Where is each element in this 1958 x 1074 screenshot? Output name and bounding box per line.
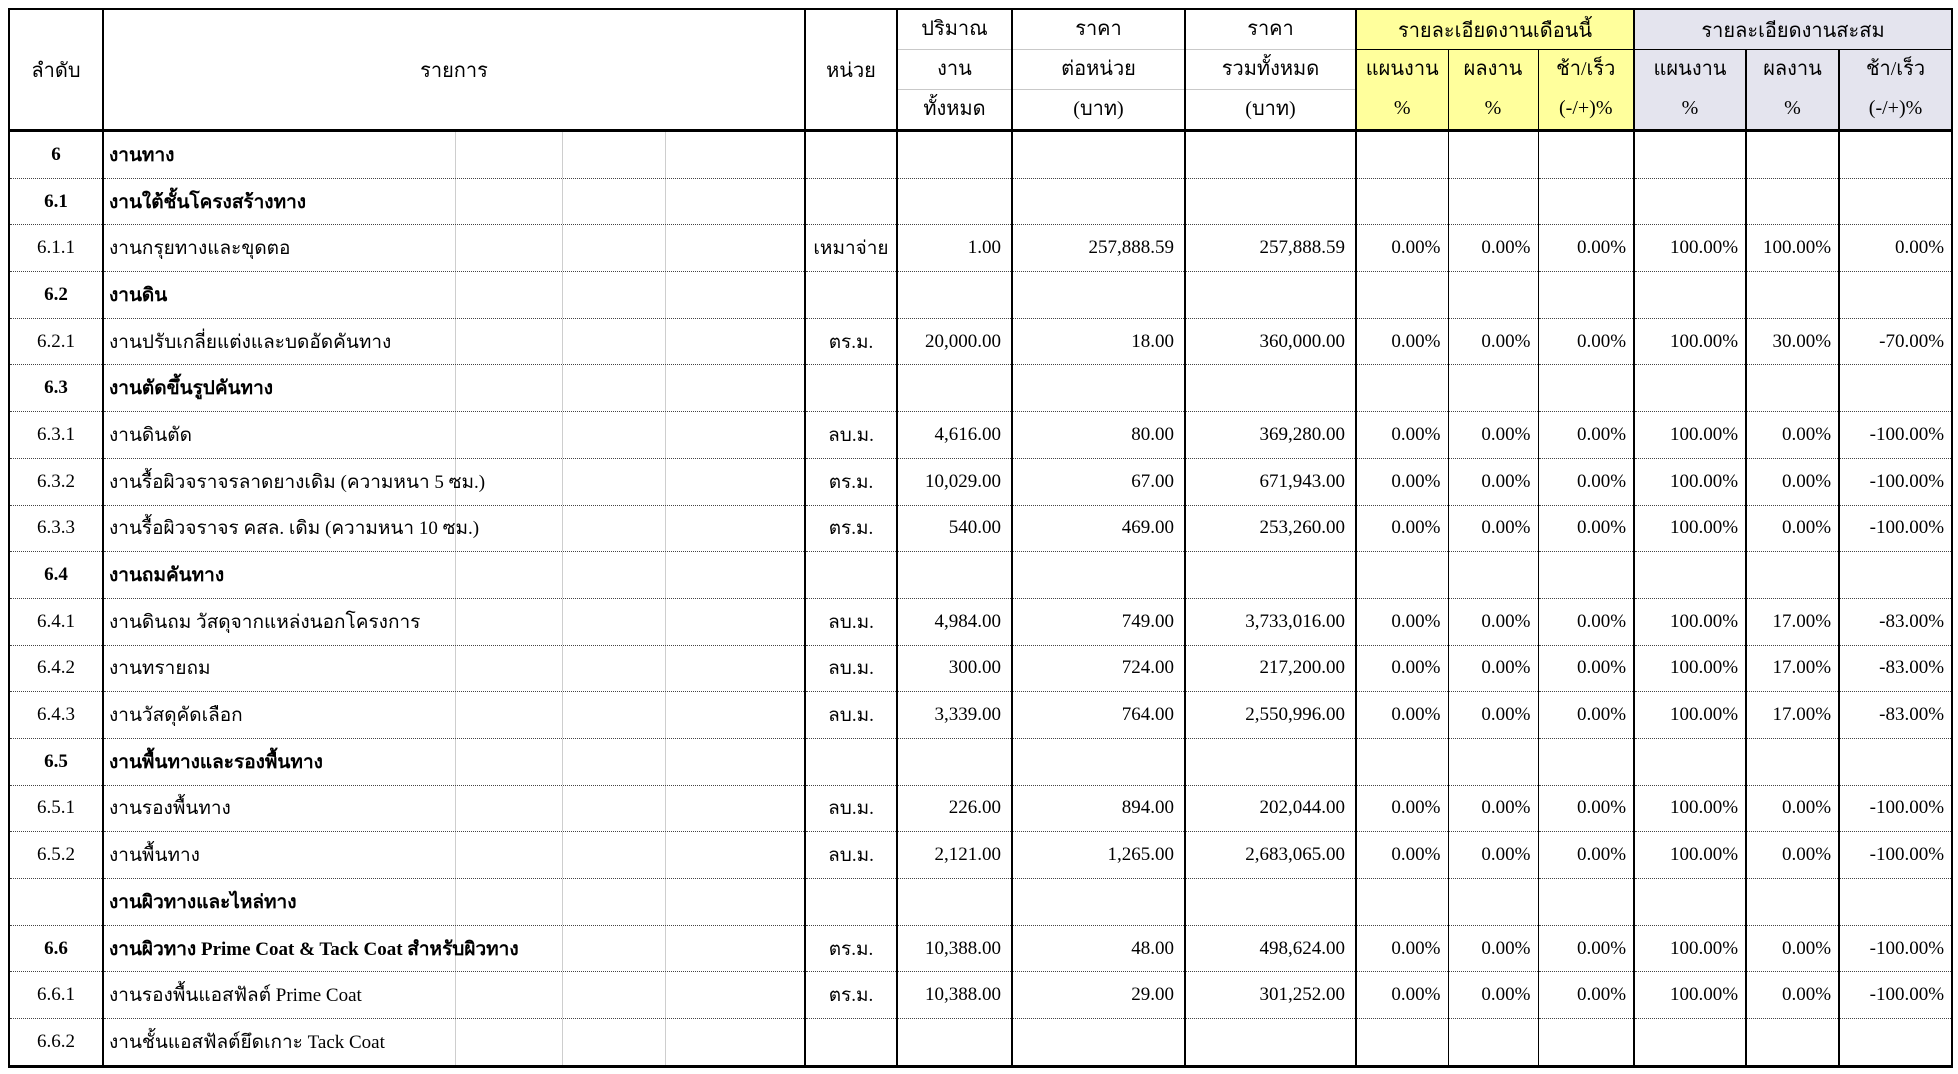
- cell-no: [9, 879, 103, 926]
- cell-cum-plan: [1634, 131, 1746, 179]
- cell-total-price: 301,252.00: [1185, 972, 1356, 1019]
- cell-total-price: 360,000.00: [1185, 318, 1356, 365]
- cell-unit-price: 724.00: [1012, 645, 1185, 692]
- cell-month-actual: 0.00%: [1448, 318, 1538, 365]
- cell-cum-diff: -100.00%: [1839, 832, 1952, 879]
- cell-item: งานตัดขึ้นรูปคันทาง: [103, 365, 805, 412]
- table-row: [9, 225, 1952, 272]
- cell-unit-price: 469.00: [1012, 505, 1185, 552]
- cell-no: 6.3: [9, 365, 103, 412]
- table-body: [9, 131, 1952, 1067]
- cell-no: 6.1.1: [9, 225, 103, 272]
- cell-cum-plan: 100.00%: [1634, 972, 1746, 1019]
- cell-unit: ลบ.ม.: [805, 832, 897, 879]
- cell-no: 6.4.2: [9, 645, 103, 692]
- cell-month-plan: 0.00%: [1356, 925, 1448, 972]
- cell-cum-actual: 17.00%: [1746, 692, 1839, 739]
- cell-month-plan: [1356, 178, 1448, 225]
- cell-cum-actual: 30.00%: [1746, 318, 1839, 365]
- cell-month-diff: 0.00%: [1538, 972, 1634, 1019]
- col-header-cum-diff: [1839, 50, 1952, 131]
- cell-month-plan: [1356, 552, 1448, 599]
- cell-cum-diff: 0.00%: [1839, 225, 1952, 272]
- cell-item: งานรื้อผิวจราจร คสล. เดิม (ความหนา 10 ซม.): [103, 505, 805, 552]
- cell-unit: ตร.ม.: [805, 972, 897, 1019]
- cell-month-plan: [1356, 272, 1448, 319]
- cell-month-diff: 0.00%: [1538, 645, 1634, 692]
- cell-unit: [805, 738, 897, 785]
- cell-no: 6.5.1: [9, 785, 103, 832]
- cell-month-actual: 0.00%: [1448, 412, 1538, 459]
- cell-unit: [805, 272, 897, 319]
- cell-no: 6.5: [9, 738, 103, 785]
- cell-month-plan: 0.00%: [1356, 505, 1448, 552]
- cell-quantity: [897, 365, 1012, 412]
- cell-unit-price: [1012, 738, 1185, 785]
- cell-unit: [805, 552, 897, 599]
- cell-unit-price: 257,888.59: [1012, 225, 1185, 272]
- cell-unit-price: 764.00: [1012, 692, 1185, 739]
- cell-month-diff: 0.00%: [1538, 505, 1634, 552]
- col-header-month-plan: [1356, 50, 1448, 131]
- cell-no: 6: [9, 131, 103, 179]
- cell-total-price: 257,888.59: [1185, 225, 1356, 272]
- cell-unit-price: [1012, 272, 1185, 319]
- header-line: ต่อหน่วย: [1013, 50, 1184, 90]
- cell-quantity: 20,000.00: [897, 318, 1012, 365]
- cell-month-diff: [1538, 131, 1634, 179]
- cell-month-actual: 0.00%: [1448, 832, 1538, 879]
- cell-month-diff: 0.00%: [1538, 598, 1634, 645]
- cell-item: งานทรายถม: [103, 645, 805, 692]
- cell-unit-price: [1012, 552, 1185, 599]
- cell-item: งานดินถม วัสดุจากแหล่งนอกโครงการ: [103, 598, 805, 645]
- col-header-total-price: [1185, 9, 1356, 131]
- cell-cum-diff: [1839, 131, 1952, 179]
- cell-cum-actual: 0.00%: [1746, 505, 1839, 552]
- cell-cum-diff: -100.00%: [1839, 505, 1952, 552]
- col-header-unit: หน่วย: [805, 9, 897, 131]
- table-row: [9, 552, 1952, 599]
- table-row: [9, 692, 1952, 739]
- cell-cum-diff: -100.00%: [1839, 785, 1952, 832]
- table-row: [9, 832, 1952, 879]
- cell-month-plan: 0.00%: [1356, 785, 1448, 832]
- cell-no: 6.4.3: [9, 692, 103, 739]
- cell-unit: ลบ.ม.: [805, 785, 897, 832]
- cell-total-price: [1185, 131, 1356, 179]
- header-line: %: [1393, 97, 1411, 120]
- cell-month-actual: [1448, 552, 1538, 599]
- cell-month-actual: 0.00%: [1448, 645, 1538, 692]
- cell-quantity: [897, 272, 1012, 319]
- header-line: รวมทั้งหมด: [1186, 50, 1355, 90]
- cell-month-diff: 0.00%: [1538, 458, 1634, 505]
- cell-cum-actual: 0.00%: [1746, 925, 1839, 972]
- cell-item: งานพื้นทางและรองพื้นทาง: [103, 738, 805, 785]
- header-line: ช้า/เร็ว: [1865, 58, 1926, 81]
- cell-month-actual: 0.00%: [1448, 458, 1538, 505]
- cell-cum-diff: [1839, 879, 1952, 926]
- table-row: [9, 365, 1952, 412]
- cell-month-actual: [1448, 131, 1538, 179]
- header-line: ผลงาน: [1763, 58, 1822, 81]
- header-line: ราคา: [1186, 10, 1355, 50]
- cell-total-price: 2,683,065.00: [1185, 832, 1356, 879]
- cell-month-plan: [1356, 1019, 1448, 1067]
- cell-no: 6.1: [9, 178, 103, 225]
- cell-unit: ตร.ม.: [805, 458, 897, 505]
- table-row: [9, 272, 1952, 319]
- header-line: ราคา: [1013, 10, 1184, 50]
- col-header-cum-actual: [1746, 50, 1839, 131]
- cell-cum-actual: [1746, 365, 1839, 412]
- cell-unit-price: [1012, 178, 1185, 225]
- table-row: [9, 178, 1952, 225]
- cell-total-price: 3,733,016.00: [1185, 598, 1356, 645]
- cell-month-actual: 0.00%: [1448, 785, 1538, 832]
- header-line: (บาท): [1245, 98, 1296, 120]
- cell-total-price: [1185, 879, 1356, 926]
- month-group-header: รายละเอียดงานเดือนนี้: [1356, 9, 1634, 50]
- cell-total-price: 202,044.00: [1185, 785, 1356, 832]
- cell-month-actual: [1448, 879, 1538, 926]
- header-line: ปริมาณ: [898, 10, 1011, 50]
- cell-cum-plan: [1634, 272, 1746, 319]
- cell-item: งานวัสดุคัดเลือก: [103, 692, 805, 739]
- cell-month-diff: 0.00%: [1538, 925, 1634, 972]
- cell-cum-actual: 100.00%: [1746, 225, 1839, 272]
- cell-cum-plan: 100.00%: [1634, 505, 1746, 552]
- cell-cum-diff: [1839, 178, 1952, 225]
- col-header-month-actual: [1448, 50, 1538, 131]
- cell-cum-actual: [1746, 552, 1839, 599]
- col-header-cum-plan: [1634, 50, 1746, 131]
- cell-total-price: [1185, 738, 1356, 785]
- cell-unit-price: 67.00: [1012, 458, 1185, 505]
- cell-cum-actual: [1746, 131, 1839, 179]
- cell-no: 6.4.1: [9, 598, 103, 645]
- cell-cum-diff: -100.00%: [1839, 925, 1952, 972]
- cell-unit-price: 48.00: [1012, 925, 1185, 972]
- cell-cum-plan: [1634, 879, 1746, 926]
- cell-cum-actual: 0.00%: [1746, 458, 1839, 505]
- cell-total-price: 671,943.00: [1185, 458, 1356, 505]
- cell-item: งานรื้อผิวจราจรลาดยางเดิม (ความหนา 5 ซม.): [103, 458, 805, 505]
- cell-cum-plan: 100.00%: [1634, 225, 1746, 272]
- col-header-quantity: [897, 9, 1012, 131]
- cell-cum-actual: [1746, 738, 1839, 785]
- cell-month-plan: 0.00%: [1356, 598, 1448, 645]
- cell-month-plan: [1356, 879, 1448, 926]
- cell-no: 6.3.1: [9, 412, 103, 459]
- cell-cum-plan: 100.00%: [1634, 692, 1746, 739]
- cell-unit: [805, 1019, 897, 1067]
- cell-unit-price: 80.00: [1012, 412, 1185, 459]
- cell-item: งานดินตัด: [103, 412, 805, 459]
- cell-cum-plan: 100.00%: [1634, 832, 1746, 879]
- cell-cum-plan: 100.00%: [1634, 645, 1746, 692]
- cell-cum-plan: 100.00%: [1634, 318, 1746, 365]
- cell-quantity: 4,984.00: [897, 598, 1012, 645]
- cell-unit: ตร.ม.: [805, 318, 897, 365]
- cell-cum-diff: [1839, 1019, 1952, 1067]
- cell-no: 6.6.1: [9, 972, 103, 1019]
- cell-month-actual: 0.00%: [1448, 225, 1538, 272]
- cell-unit: ลบ.ม.: [805, 412, 897, 459]
- header-row-1: [9, 9, 1952, 50]
- cell-cum-actual: 0.00%: [1746, 972, 1839, 1019]
- cell-cum-actual: 17.00%: [1746, 645, 1839, 692]
- cell-total-price: [1185, 272, 1356, 319]
- col-header-month-diff: [1538, 50, 1634, 131]
- cell-month-plan: [1356, 131, 1448, 179]
- cell-item: งานพื้นทาง: [103, 832, 805, 879]
- cell-quantity: 300.00: [897, 645, 1012, 692]
- cell-item: งานถมคันทาง: [103, 552, 805, 599]
- cell-month-plan: 0.00%: [1356, 645, 1448, 692]
- cell-cum-plan: [1634, 552, 1746, 599]
- header-line: (บาท): [1073, 98, 1124, 120]
- cell-cum-plan: [1634, 738, 1746, 785]
- cell-month-diff: 0.00%: [1538, 225, 1634, 272]
- header-line: ช้า/เร็ว: [1556, 58, 1616, 81]
- cell-cum-diff: -83.00%: [1839, 645, 1952, 692]
- cell-unit: เหมาจ่าย: [805, 225, 897, 272]
- cell-item: งานปรับเกลี่ยแต่งและบดอัดคันทาง: [103, 318, 805, 365]
- cell-cum-diff: -83.00%: [1839, 692, 1952, 739]
- cell-no: 6.3.2: [9, 458, 103, 505]
- cell-total-price: [1185, 1019, 1356, 1067]
- cell-total-price: 2,550,996.00: [1185, 692, 1356, 739]
- cell-month-plan: 0.00%: [1356, 458, 1448, 505]
- cell-cum-plan: 100.00%: [1634, 458, 1746, 505]
- cell-cum-plan: [1634, 178, 1746, 225]
- cell-cum-diff: -70.00%: [1839, 318, 1952, 365]
- cell-quantity: [897, 738, 1012, 785]
- header-line: %: [1784, 97, 1801, 120]
- cell-month-plan: 0.00%: [1356, 318, 1448, 365]
- cell-month-actual: 0.00%: [1448, 598, 1538, 645]
- header-line: %: [1681, 97, 1699, 120]
- cell-cum-plan: 100.00%: [1634, 598, 1746, 645]
- header-line: %: [1484, 97, 1502, 120]
- cell-unit: ลบ.ม.: [805, 645, 897, 692]
- cell-cum-actual: 0.00%: [1746, 832, 1839, 879]
- cell-unit: [805, 131, 897, 179]
- header-line: ทั้งหมด: [923, 98, 986, 120]
- cell-unit: ตร.ม.: [805, 505, 897, 552]
- header-line: (-/+)%: [1868, 97, 1923, 120]
- cell-month-diff: 0.00%: [1538, 318, 1634, 365]
- cell-item: งานทาง: [103, 131, 805, 179]
- table-row: [9, 458, 1952, 505]
- cell-cum-actual: [1746, 1019, 1839, 1067]
- cell-total-price: [1185, 552, 1356, 599]
- cell-month-actual: [1448, 1019, 1538, 1067]
- table-row: [9, 598, 1952, 645]
- cell-cum-diff: [1839, 552, 1952, 599]
- header-line: แผนงาน: [1365, 58, 1439, 81]
- cell-cum-diff: [1839, 365, 1952, 412]
- cell-cum-diff: [1839, 272, 1952, 319]
- cell-month-plan: 0.00%: [1356, 225, 1448, 272]
- table-row: [9, 925, 1952, 972]
- cell-cum-diff: -83.00%: [1839, 598, 1952, 645]
- cell-unit: [805, 178, 897, 225]
- table-row: [9, 879, 1952, 926]
- cell-cum-plan: [1634, 1019, 1746, 1067]
- cell-cum-actual: [1746, 272, 1839, 319]
- cell-quantity: 1.00: [897, 225, 1012, 272]
- cell-item: งานใต้ชั้นโครงสร้างทาง: [103, 178, 805, 225]
- table-row: [9, 972, 1952, 1019]
- cell-month-plan: 0.00%: [1356, 832, 1448, 879]
- table-row: [9, 645, 1952, 692]
- cell-quantity: [897, 178, 1012, 225]
- cell-total-price: 369,280.00: [1185, 412, 1356, 459]
- cell-quantity: 10,029.00: [897, 458, 1012, 505]
- cell-unit: ลบ.ม.: [805, 692, 897, 739]
- cell-month-diff: 0.00%: [1538, 412, 1634, 459]
- cell-no: 6.2.1: [9, 318, 103, 365]
- cell-no: 6.6: [9, 925, 103, 972]
- cell-month-plan: 0.00%: [1356, 692, 1448, 739]
- cell-no: 6.5.2: [9, 832, 103, 879]
- cell-unit-price: [1012, 365, 1185, 412]
- cell-unit-price: 29.00: [1012, 972, 1185, 1019]
- cell-item: งานดิน: [103, 272, 805, 319]
- cell-quantity: [897, 1019, 1012, 1067]
- col-header-item: รายการ: [103, 9, 805, 131]
- cell-quantity: 4,616.00: [897, 412, 1012, 459]
- cell-quantity: 3,339.00: [897, 692, 1012, 739]
- cell-cum-diff: -100.00%: [1839, 412, 1952, 459]
- cell-unit-price: 18.00: [1012, 318, 1185, 365]
- cell-total-price: 217,200.00: [1185, 645, 1356, 692]
- cell-unit: ลบ.ม.: [805, 598, 897, 645]
- cell-unit: ตร.ม.: [805, 925, 897, 972]
- cell-unit-price: [1012, 131, 1185, 179]
- cell-no: 6.6.2: [9, 1019, 103, 1067]
- table-header: [9, 9, 1952, 131]
- cell-total-price: 498,624.00: [1185, 925, 1356, 972]
- cell-cum-diff: -100.00%: [1839, 972, 1952, 1019]
- cell-month-actual: [1448, 365, 1538, 412]
- cell-item: งานผิวทางและไหล่ทาง: [103, 879, 805, 926]
- cell-item: งานรองพื้นแอสฟัลต์ Prime Coat: [103, 972, 805, 1019]
- cell-month-diff: 0.00%: [1538, 785, 1634, 832]
- cell-unit-price: 1,265.00: [1012, 832, 1185, 879]
- cell-cum-plan: 100.00%: [1634, 925, 1746, 972]
- col-header-unit-price: [1012, 9, 1185, 131]
- cell-month-diff: [1538, 879, 1634, 926]
- cell-unit-price: 749.00: [1012, 598, 1185, 645]
- cell-quantity: [897, 552, 1012, 599]
- cell-cum-plan: 100.00%: [1634, 412, 1746, 459]
- cell-month-actual: [1448, 178, 1538, 225]
- table-row: [9, 412, 1952, 459]
- cell-total-price: 253,260.00: [1185, 505, 1356, 552]
- table-row: [9, 505, 1952, 552]
- cell-item: งานกรุยทางและขุดตอ: [103, 225, 805, 272]
- cell-month-diff: [1538, 272, 1634, 319]
- cell-quantity: 10,388.00: [897, 925, 1012, 972]
- cell-cum-actual: 17.00%: [1746, 598, 1839, 645]
- cell-month-diff: [1538, 1019, 1634, 1067]
- cell-unit-price: [1012, 1019, 1185, 1067]
- header-line: แผนงาน: [1653, 58, 1727, 81]
- table-row: [9, 318, 1952, 365]
- cell-item: งานรองพื้นทาง: [103, 785, 805, 832]
- cell-month-actual: [1448, 738, 1538, 785]
- header-line: ผลงาน: [1463, 58, 1523, 81]
- cell-quantity: 2,121.00: [897, 832, 1012, 879]
- work-progress-table: [8, 8, 1953, 1068]
- cell-no: 6.2: [9, 272, 103, 319]
- cell-quantity: [897, 131, 1012, 179]
- cell-month-plan: 0.00%: [1356, 972, 1448, 1019]
- cell-quantity: 10,388.00: [897, 972, 1012, 1019]
- table-row: [9, 785, 1952, 832]
- cell-unit-price: [1012, 879, 1185, 926]
- cell-month-diff: [1538, 738, 1634, 785]
- cell-month-actual: 0.00%: [1448, 972, 1538, 1019]
- table-row: [9, 738, 1952, 785]
- cell-total-price: [1185, 178, 1356, 225]
- cell-unit: [805, 365, 897, 412]
- cell-quantity: 226.00: [897, 785, 1012, 832]
- cell-month-actual: 0.00%: [1448, 505, 1538, 552]
- cell-cum-actual: 0.00%: [1746, 785, 1839, 832]
- header-line: (-/+)%: [1559, 97, 1613, 120]
- cell-cum-diff: -100.00%: [1839, 458, 1952, 505]
- cell-cum-plan: 100.00%: [1634, 785, 1746, 832]
- cell-cum-plan: [1634, 365, 1746, 412]
- cell-quantity: 540.00: [897, 505, 1012, 552]
- cell-month-diff: 0.00%: [1538, 692, 1634, 739]
- cell-no: 6.3.3: [9, 505, 103, 552]
- cell-month-diff: [1538, 178, 1634, 225]
- cell-month-plan: 0.00%: [1356, 412, 1448, 459]
- cell-quantity: [897, 879, 1012, 926]
- table-row: [9, 131, 1952, 179]
- col-header-no: ลำดับ: [9, 9, 103, 131]
- cell-unit: [805, 879, 897, 926]
- cell-cum-actual: [1746, 178, 1839, 225]
- cell-month-diff: 0.00%: [1538, 832, 1634, 879]
- cell-month-actual: [1448, 272, 1538, 319]
- cell-month-diff: [1538, 552, 1634, 599]
- cell-item: งานชั้นแอสฟัลต์ยึดเกาะ Tack Coat: [103, 1019, 805, 1067]
- cumulative-group-header: รายละเอียดงานสะสม: [1634, 9, 1952, 50]
- cell-total-price: [1185, 365, 1356, 412]
- cell-unit-price: 894.00: [1012, 785, 1185, 832]
- cell-cum-actual: [1746, 879, 1839, 926]
- cell-cum-diff: [1839, 738, 1952, 785]
- cell-month-plan: [1356, 738, 1448, 785]
- table-row: [9, 1019, 1952, 1067]
- cell-month-actual: 0.00%: [1448, 925, 1538, 972]
- cell-item: งานผิวทาง Prime Coat & Tack Coat สำหรับผิวทาง: [103, 925, 805, 972]
- cell-month-actual: 0.00%: [1448, 692, 1538, 739]
- header-line: งาน: [898, 50, 1011, 90]
- cell-cum-actual: 0.00%: [1746, 412, 1839, 459]
- cell-no: 6.4: [9, 552, 103, 599]
- cell-month-diff: [1538, 365, 1634, 412]
- cell-month-plan: [1356, 365, 1448, 412]
